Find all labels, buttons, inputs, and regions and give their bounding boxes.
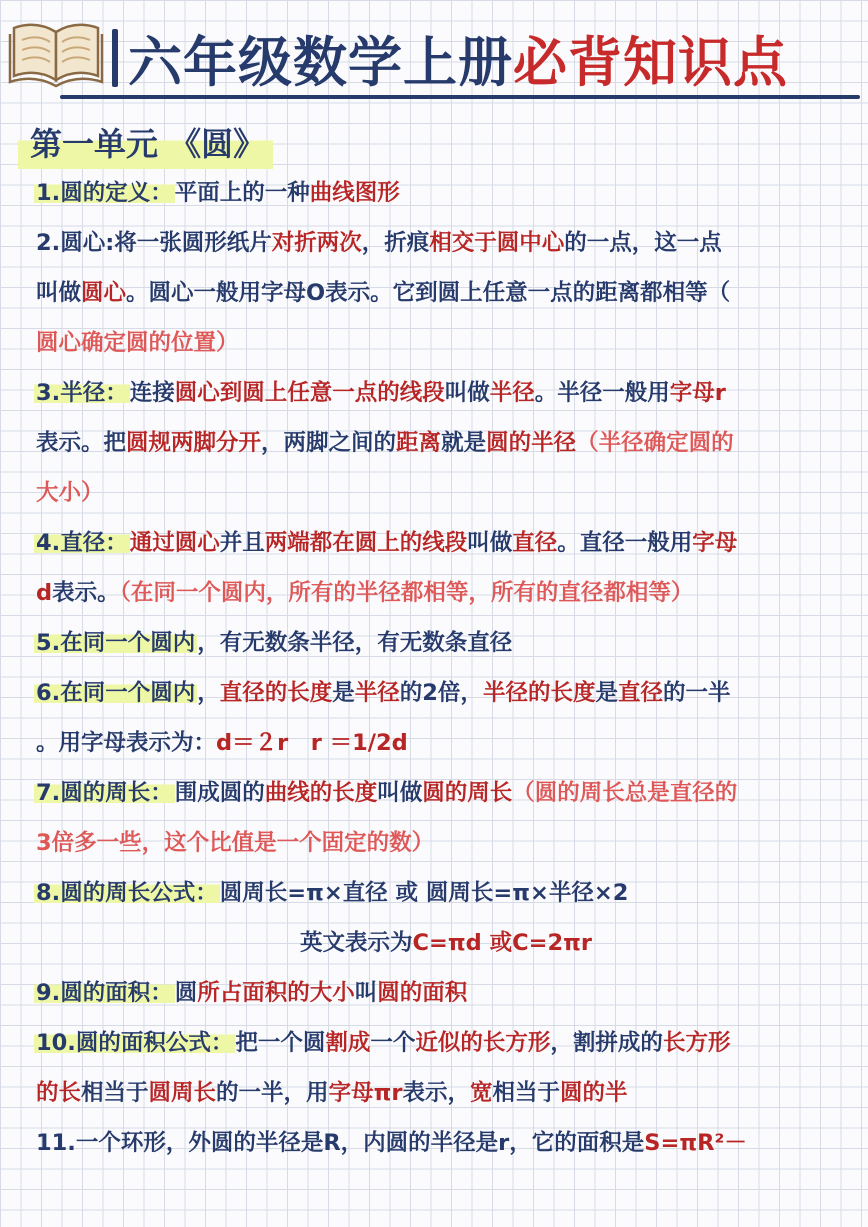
note-text: 是 bbox=[332, 680, 355, 706]
note-text: 。圆心一般用字母O表示。它到圆上任意一点的距离都相等（ bbox=[126, 280, 731, 306]
item-label: 9.圆的面积： bbox=[36, 980, 173, 1006]
note-text: 半径 bbox=[354, 680, 400, 706]
note-text: ，有无数条半径，有无数条直径 bbox=[197, 630, 513, 656]
note-text: 11.一个环形，外圆的半径是R，内圆的半径是r，它的面积是 bbox=[36, 1130, 645, 1156]
note-text: 表示， bbox=[402, 1080, 470, 1106]
note-text: 距离 bbox=[396, 430, 442, 456]
note-text: 相当于 bbox=[492, 1080, 561, 1106]
note-line bbox=[36, 768, 836, 818]
note-text: 圆心 bbox=[81, 280, 127, 306]
title-accent-bar bbox=[112, 29, 118, 87]
note-text: ，折痕 bbox=[361, 230, 430, 256]
note-line bbox=[36, 868, 836, 918]
note-text: 相当于 bbox=[81, 1080, 149, 1106]
note-line bbox=[36, 1118, 836, 1168]
note-line bbox=[36, 268, 836, 318]
note-text: 的一半 bbox=[662, 680, 731, 706]
note-text: 平面上的一种 bbox=[174, 180, 310, 206]
note-text: 圆的面积 bbox=[377, 980, 468, 1006]
note-line bbox=[36, 818, 836, 868]
note-line bbox=[36, 468, 836, 518]
note-text: 直径的长度 bbox=[219, 680, 333, 706]
note-line bbox=[36, 668, 836, 718]
open-book-icon bbox=[6, 10, 106, 90]
item-label: 10.圆的面积公式： bbox=[36, 1030, 234, 1056]
note-text: 近似的长方形 bbox=[415, 1030, 551, 1056]
note-text: 。直径一般用 bbox=[557, 530, 693, 556]
note-text: 圆的周长 bbox=[422, 780, 513, 806]
notes-body bbox=[36, 168, 836, 1168]
note-text: 是 bbox=[595, 680, 618, 706]
note-line bbox=[36, 568, 836, 618]
note-text: 大小） bbox=[36, 480, 104, 506]
note-line bbox=[36, 318, 836, 368]
note-text: 把一个圆 bbox=[235, 1030, 326, 1056]
note-text: 圆心确定圆的位置） bbox=[36, 330, 239, 356]
note-text: 圆规两脚分开 bbox=[126, 430, 262, 456]
note-line bbox=[36, 218, 836, 268]
note-text: 围成圆的 bbox=[174, 780, 265, 806]
item-label: 7.圆的周长： bbox=[36, 780, 173, 806]
note-text: 英文表示为 bbox=[299, 930, 413, 956]
note-line bbox=[36, 968, 836, 1018]
note-text: 将一张圆形纸片 bbox=[114, 230, 272, 256]
item-label: 8.圆的周长公式： bbox=[36, 880, 218, 906]
note-text: 宽 bbox=[469, 1080, 493, 1106]
note-text: ， bbox=[197, 680, 220, 706]
note-text: 3倍多一些，这个比值是一个固定的数） bbox=[36, 830, 435, 856]
note-text: 就是 bbox=[441, 430, 487, 456]
note-text: 。用字母表示为： bbox=[36, 730, 217, 756]
note-text: 直径 bbox=[512, 530, 558, 556]
note-text: 一个 bbox=[370, 1030, 416, 1056]
title-underline bbox=[60, 95, 860, 99]
note-text: 两端都在圆上的线段 bbox=[264, 530, 468, 556]
note-line bbox=[36, 418, 836, 468]
item-label: 4.直径： bbox=[36, 530, 128, 556]
note-text: 。半径一般用 bbox=[534, 380, 670, 406]
note-text: 圆的半径 bbox=[486, 430, 577, 456]
note-text: （圆的周长总是直径的 bbox=[512, 780, 738, 806]
item-label: 1.圆的定义： bbox=[36, 180, 173, 206]
note-text: 圆的半 bbox=[560, 1080, 628, 1106]
note-text: 曲线的长度 bbox=[264, 780, 378, 806]
title-part-2: 必背知识点 bbox=[513, 30, 788, 94]
note-text: （半径确定圆的 bbox=[576, 430, 734, 456]
note-text: 半径的长度 bbox=[482, 680, 596, 706]
note-text: 直径 bbox=[617, 680, 663, 706]
note-text: 所占面积的大小 bbox=[197, 980, 355, 1006]
note-text: d bbox=[36, 580, 53, 606]
note-text: 圆周长 bbox=[148, 1080, 217, 1106]
note-text: S=πR²－ bbox=[644, 1130, 747, 1156]
note-text: 叫做 bbox=[467, 530, 513, 556]
note-text: 曲线图形 bbox=[309, 180, 400, 206]
note-text: 圆 bbox=[174, 980, 198, 1006]
note-text: 表示。 bbox=[52, 580, 120, 606]
note-text: 对折两次 bbox=[271, 230, 362, 256]
note-text: 的一半，用 bbox=[216, 1080, 329, 1106]
note-text: 的长 bbox=[36, 1080, 82, 1106]
note-text: 圆周长=π×直径 或 圆周长=π×半径×2 bbox=[219, 880, 629, 906]
note-text: 半径 bbox=[489, 380, 535, 406]
note-line bbox=[36, 518, 836, 568]
note-text: 叫做 bbox=[36, 280, 82, 306]
note-text: 的一点，这一点 bbox=[564, 230, 722, 256]
note-text: 字母 bbox=[692, 530, 738, 556]
note-text: d＝２r r ＝1/2d bbox=[216, 730, 408, 756]
note-text: 叫做 bbox=[377, 780, 423, 806]
note-line bbox=[36, 918, 836, 968]
note-line bbox=[36, 718, 836, 768]
item-label: 3.半径： bbox=[36, 380, 128, 406]
note-text: 的2倍， bbox=[399, 680, 483, 706]
note-line bbox=[36, 168, 836, 218]
note-line bbox=[36, 1068, 836, 1118]
note-text: 叫 bbox=[354, 980, 378, 1006]
note-text: 相交于圆中心 bbox=[429, 230, 565, 256]
note-text: ，两脚之间的 bbox=[261, 430, 397, 456]
item-label: 6.在同一个圆内 bbox=[36, 680, 196, 706]
note-text: 字母r bbox=[669, 380, 726, 406]
item-label: 5.在同一个圆内 bbox=[36, 630, 196, 656]
note-text: 长方形 bbox=[662, 1030, 731, 1056]
note-text: 割成 bbox=[325, 1030, 371, 1056]
note-text: 表示。把 bbox=[36, 430, 127, 456]
note-text: 通过圆心 bbox=[129, 530, 220, 556]
note-line bbox=[36, 618, 836, 668]
unit-heading: 第一单元 《圆》 bbox=[18, 117, 273, 169]
note-text: C=πd 或C=2πr bbox=[412, 930, 593, 956]
note-text: 连接 bbox=[129, 380, 175, 406]
note-line bbox=[36, 1018, 836, 1068]
note-text: 字母πr bbox=[328, 1080, 403, 1106]
note-text: ，割拼成的 bbox=[550, 1030, 663, 1056]
note-text: 并且 bbox=[219, 530, 265, 556]
page-title bbox=[112, 18, 868, 98]
note-text: 叫做 bbox=[444, 380, 490, 406]
title-part-1: 六年级数学上册 bbox=[128, 30, 513, 94]
note-text: （在同一个圆内，所有的半径都相等，所有的直径都相等） bbox=[119, 580, 694, 606]
note-text: 圆心到圆上任意一点的线段 bbox=[174, 380, 445, 406]
note-text: 2.圆心: bbox=[36, 230, 115, 256]
note-line bbox=[36, 368, 836, 418]
